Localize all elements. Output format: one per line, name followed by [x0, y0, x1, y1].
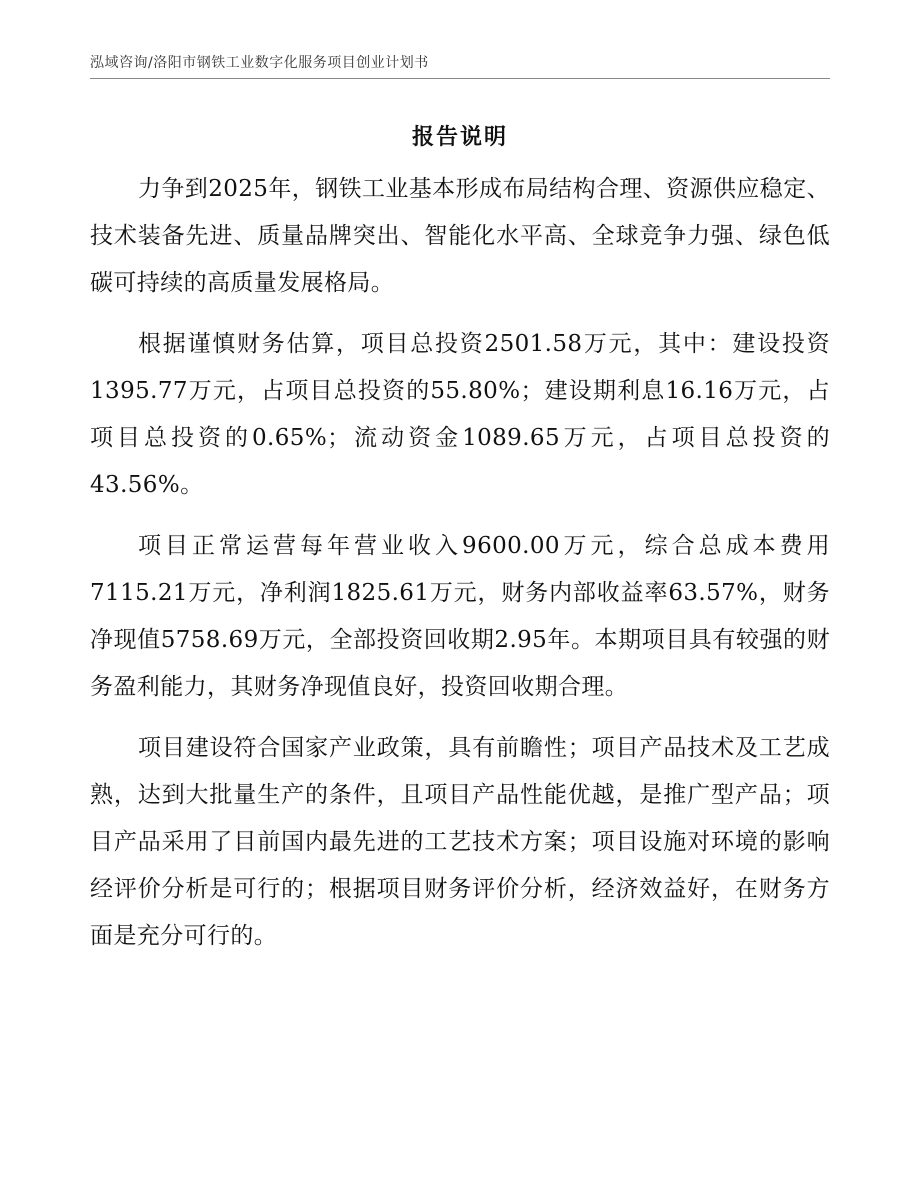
header-divider [90, 78, 830, 79]
running-header: 泓域咨询/洛阳市钢铁工业数字化服务项目创业计划书 [90, 55, 429, 71]
paragraph-goal: 力争到2025年，钢铁工业基本形成布局结构合理、资源供应稳定、技术装备先进、质量品牌突出、智能化水平高、全球竞争力强、绿色低碳可持续的高质量发展格局。 [90, 176, 830, 296]
paragraph-conclusion: 项目建设符合国家产业政策，具有前瞻性；项目产品技术及工艺成熟，达到大批量生产的条件，且项目产品性能优越，是推广型产品；项目产品采用了目前国内最先进的工艺技术方案；项目设施对环境的影响经评价分析是可行的；根据项目财务评价分析，经济效益好，在财务方面是充分可行的。 [90, 735, 830, 949]
paragraph-investment: 根据谨慎财务估算，项目总投资2501.58万元，其中：建设投资1395.77万元，占项目总投资的55.80%；建设期利息16.16万元，占项目总投资的0.65%；流动资金1089.65万元，占项目总投资的43.56%。 [90, 331, 830, 498]
page-title: 报告说明 [411, 124, 508, 150]
report-body [90, 166, 830, 974]
paragraph-revenue: 项目正常运营每年营业收入9600.00万元，综合总成本费用7115.21万元，净利润1825.61万元，财务内部收益率63.57%，财务净现值5758.69万元，全部投资回收期2.95年。本期项目具有较强的财务盈利能力，其财务净现值良好，投资回收期合理。 [90, 533, 830, 700]
